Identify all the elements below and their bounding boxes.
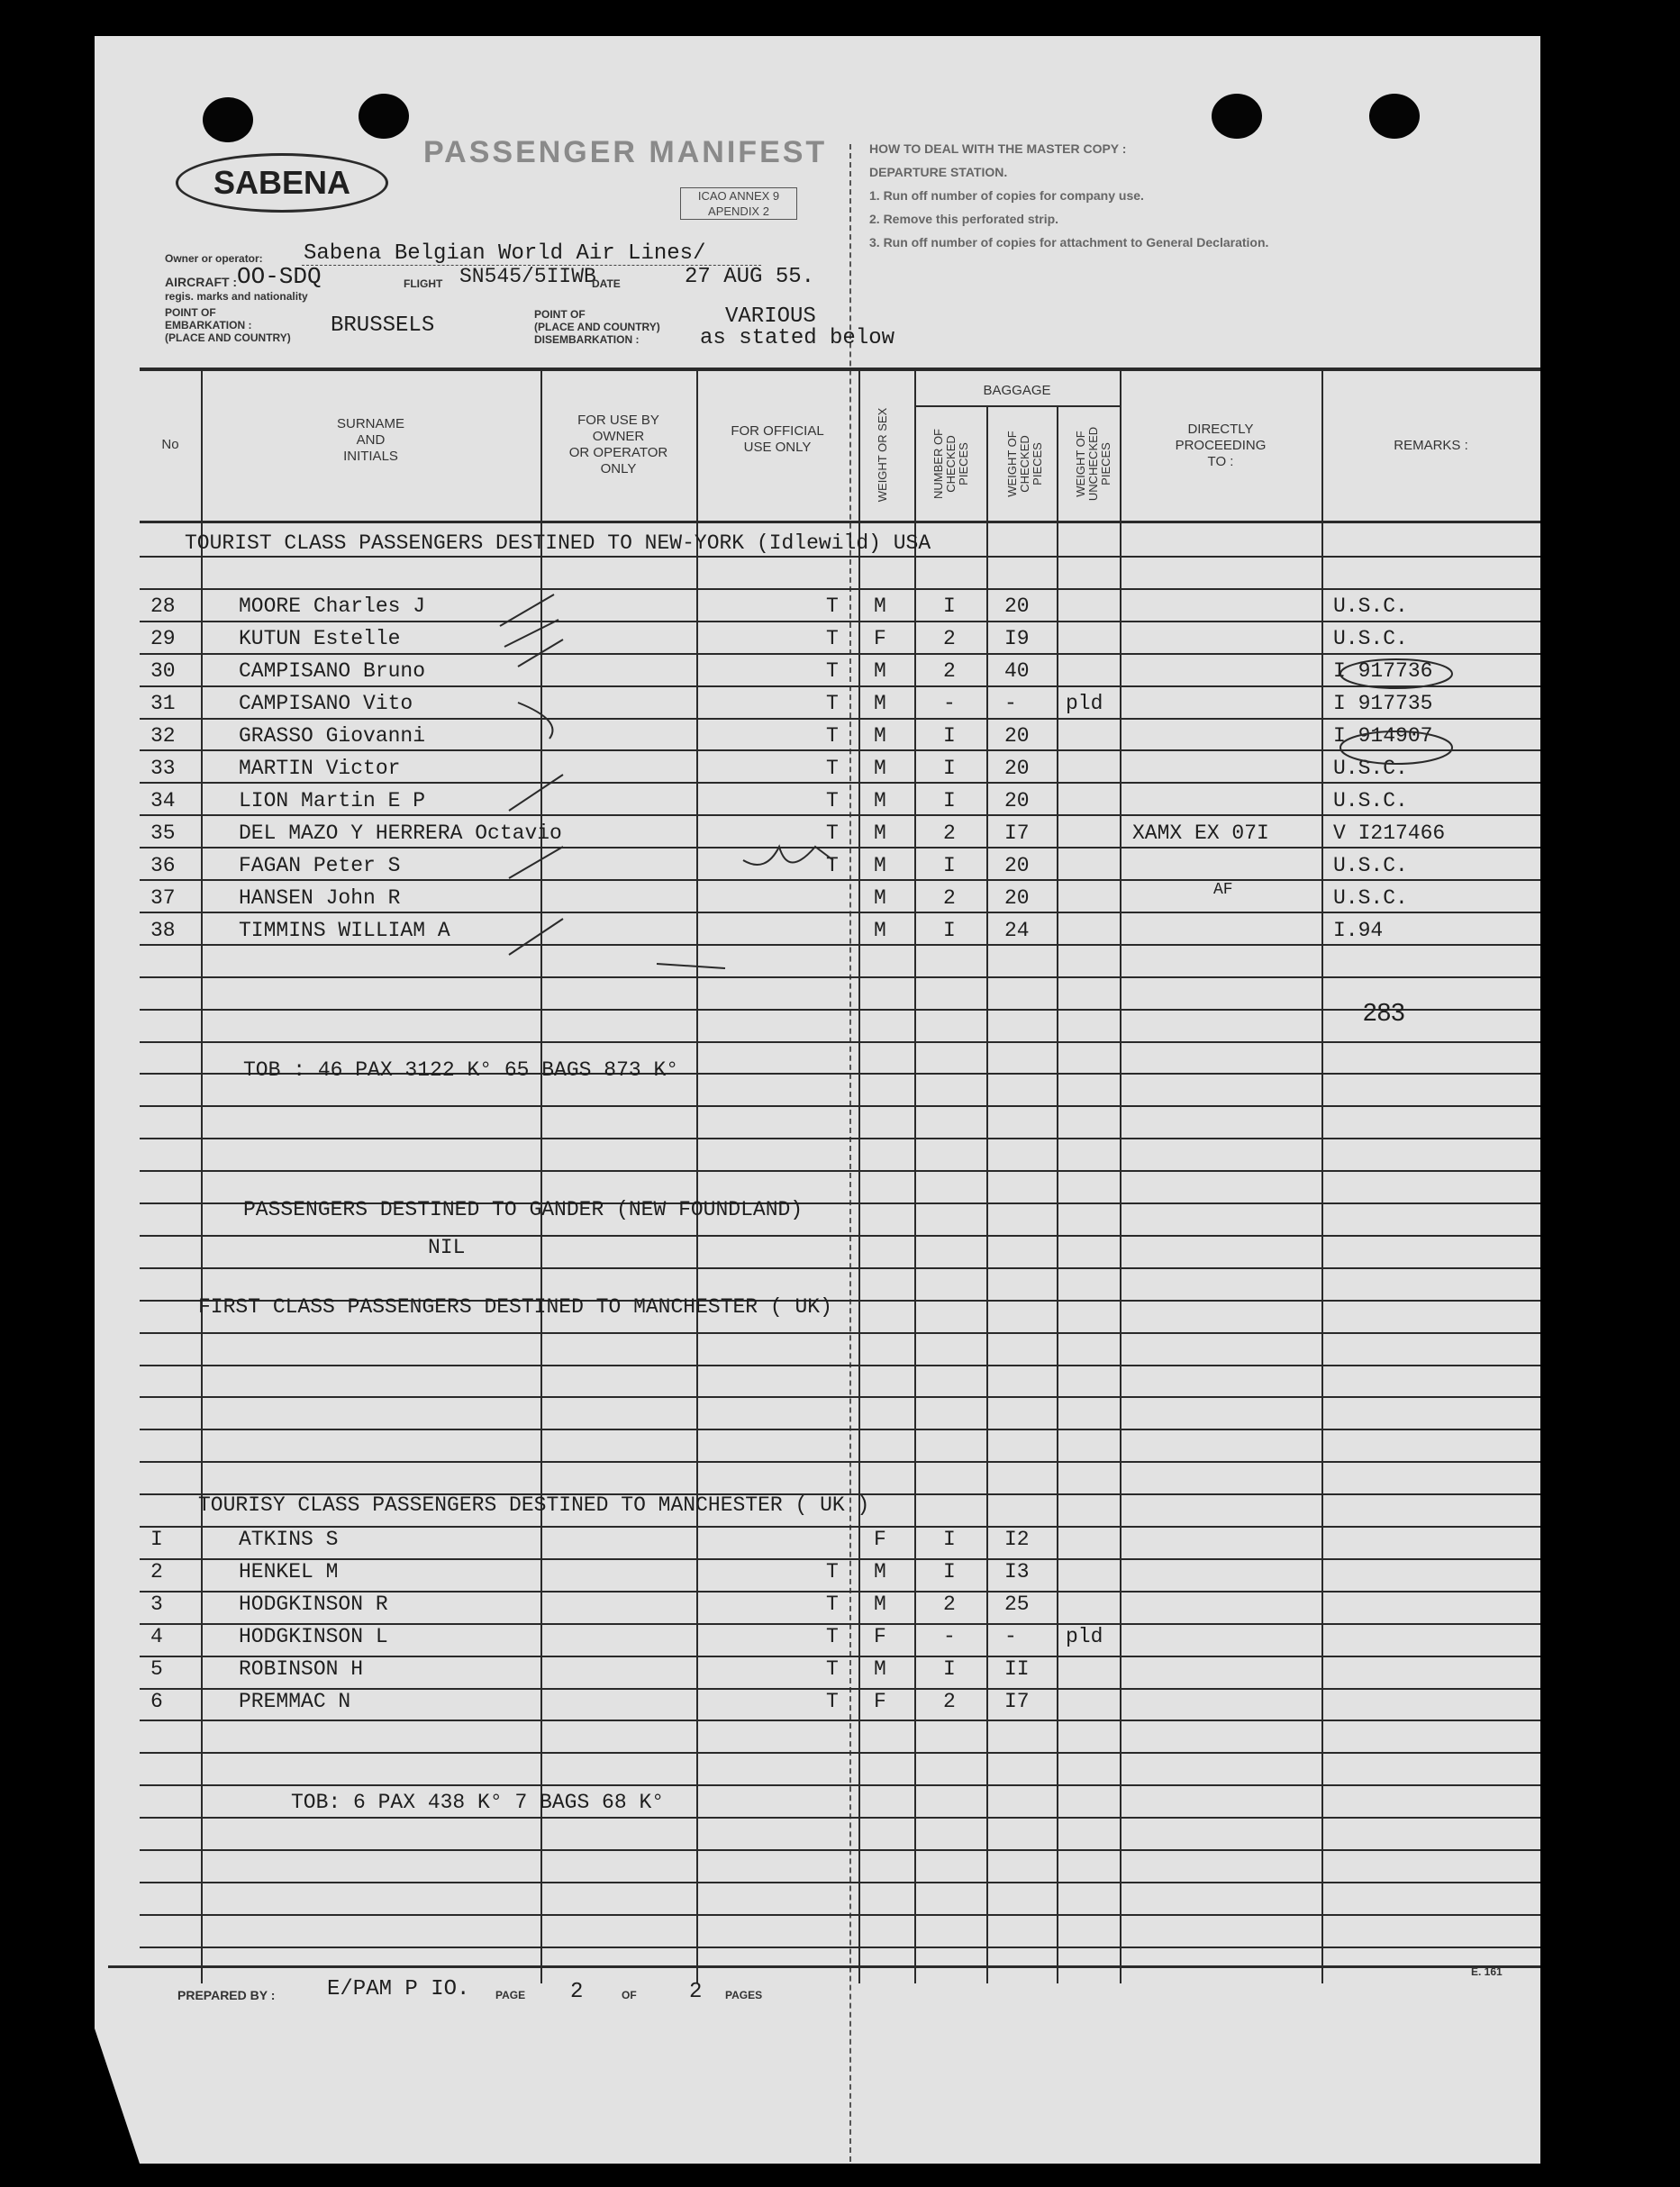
- form-code: E. 161: [1471, 1965, 1503, 1978]
- checked-pieces: 2: [943, 821, 956, 845]
- checked-weight: -: [1004, 1625, 1017, 1648]
- passenger-name: ATKINS S: [239, 1528, 339, 1551]
- prepared-value: E/PAM P IO.: [327, 1977, 470, 2001]
- owner-value: Sabena Belgian World Air Lines/: [304, 241, 706, 266]
- section-total-uk: TOB: 6 PAX 438 K° 7 BAGS 68 K°: [291, 1791, 665, 1814]
- passenger-weight: T: [826, 854, 839, 877]
- checked-weight: 25: [1004, 1593, 1030, 1616]
- passenger-number: 30: [150, 659, 176, 683]
- passenger-name: FAGAN Peter S: [239, 854, 401, 877]
- section-title-new-york: TOURIST CLASS PASSENGERS DESTINED TO NEW-YORK (Idlewild) USA: [185, 531, 931, 555]
- checked-weight: II: [1004, 1657, 1030, 1681]
- passenger-name: CAMPISANO Bruno: [239, 659, 426, 683]
- passenger-weight: T: [826, 1657, 839, 1681]
- passenger-number: 2: [150, 1560, 163, 1584]
- passenger-sex: M: [874, 1593, 886, 1616]
- page-title: PASSENGER MANIFEST: [423, 135, 828, 169]
- passenger-weight: T: [826, 789, 839, 812]
- manifest-page: [95, 36, 1540, 2164]
- instructions-title: HOW TO DEAL WITH THE MASTER COPY :: [869, 141, 1127, 156]
- passenger-number: I: [150, 1528, 163, 1551]
- checked-weight: 20: [1004, 757, 1030, 780]
- passenger-name: TIMMINS WILLIAM A: [239, 919, 450, 942]
- date-label: DATE: [592, 277, 621, 290]
- passenger-weight: T: [826, 627, 839, 650]
- passenger-sex: M: [874, 1560, 886, 1584]
- passenger-sex: M: [874, 919, 886, 942]
- checked-weight: 40: [1004, 659, 1030, 683]
- passenger-sex: M: [874, 821, 886, 845]
- sabena-logo: SABENA: [176, 153, 388, 213]
- remarks: I 917736: [1333, 659, 1433, 683]
- passenger-number: 4: [150, 1625, 163, 1648]
- remarks: I 917735: [1333, 692, 1433, 715]
- passenger-number: 32: [150, 724, 176, 748]
- checked-weight: -: [1004, 692, 1017, 715]
- section-title-first-class: FIRST CLASS PASSENGERS DESTINED TO MANCHESTER ( UK): [198, 1295, 832, 1319]
- remarks: U.S.C.: [1333, 789, 1408, 812]
- checked-weight: I3: [1004, 1560, 1030, 1584]
- unchecked-weight: pld: [1066, 692, 1103, 715]
- unchecked-weight: pld: [1066, 1625, 1103, 1648]
- passenger-sex: M: [874, 692, 886, 715]
- footer-rule: [108, 1965, 1540, 1968]
- passenger-number: 36: [150, 854, 176, 877]
- remarks: U.S.C.: [1333, 627, 1408, 650]
- checked-pieces: -: [943, 692, 956, 715]
- instruction-item: 3. Run off number of copies for attachment to General Declaration.: [869, 235, 1269, 250]
- passenger-weight: T: [826, 692, 839, 715]
- remarks: I.94: [1333, 919, 1384, 942]
- checked-weight: I2: [1004, 1528, 1030, 1551]
- passenger-name: HANSEN John R: [239, 886, 401, 910]
- disembark-label-1: POINT OF: [534, 308, 586, 321]
- passenger-sex: M: [874, 886, 886, 910]
- of-label: OF: [622, 1989, 637, 2001]
- passenger-name: PREMMAC N: [239, 1690, 351, 1713]
- directly-proceeding: XAMX EX 07I: [1132, 821, 1269, 845]
- svg-text:AF: AF: [1213, 881, 1233, 899]
- checked-weight: I7: [1004, 821, 1030, 845]
- passenger-weight: T: [826, 1625, 839, 1648]
- passenger-number: 34: [150, 789, 176, 812]
- disembark-label-2: (PLACE AND COUNTRY): [534, 321, 660, 333]
- passenger-name: KUTUN Estelle: [239, 627, 401, 650]
- col-header-official: FOR OFFICIAL USE ONLY: [731, 423, 824, 455]
- checked-weight: I9: [1004, 627, 1030, 650]
- checked-pieces: I: [943, 724, 956, 748]
- passenger-sex: M: [874, 724, 886, 748]
- remarks: U.S.C.: [1333, 757, 1408, 780]
- section-gander-nil: NIL: [428, 1236, 466, 1259]
- checked-pieces: I: [943, 1657, 956, 1681]
- remarks: V I217466: [1333, 821, 1446, 845]
- remarks: I 914907: [1333, 724, 1433, 748]
- instruction-item: 1. Run off number of copies for company use.: [869, 188, 1144, 203]
- passenger-name: CAMPISANO Vito: [239, 692, 413, 715]
- checked-pieces: I: [943, 854, 956, 877]
- col-header-num-checked: NUMBER OF CHECKED PIECES: [931, 429, 970, 499]
- passenger-name: MOORE Charles J: [239, 594, 426, 618]
- passenger-sex: F: [874, 1528, 886, 1551]
- passenger-number: 35: [150, 821, 176, 845]
- passenger-number: 38: [150, 919, 176, 942]
- col-header-directly: DIRECTLY PROCEEDING TO :: [1175, 422, 1267, 469]
- passenger-number: 6: [150, 1690, 163, 1713]
- checked-weight: I7: [1004, 1690, 1030, 1713]
- checked-pieces: -: [943, 1625, 956, 1648]
- passenger-sex: F: [874, 1690, 886, 1713]
- checked-weight: 20: [1004, 854, 1030, 877]
- annex-line1: ICAO ANNEX 9: [697, 189, 780, 203]
- embark-label-1: POINT OF: [165, 306, 216, 319]
- passenger-number: 31: [150, 692, 176, 715]
- passenger-name: DEL MAZO Y HERRERA Octavio: [239, 821, 562, 845]
- passenger-weight: T: [826, 821, 839, 845]
- col-header-no: No: [161, 437, 179, 452]
- remarks: U.S.C.: [1333, 594, 1408, 618]
- page-number: 2: [570, 1980, 584, 2004]
- checked-weight: 20: [1004, 789, 1030, 812]
- prepared-label: PREPARED BY :: [177, 1988, 276, 2002]
- passenger-weight: T: [826, 757, 839, 780]
- handwritten-check-marks: [95, 36, 1540, 2164]
- passenger-sex: M: [874, 789, 886, 812]
- checked-pieces: I: [943, 757, 956, 780]
- aircraft-value: OO-SDQ: [237, 263, 322, 290]
- section-title-tourist-uk: TOURISY CLASS PASSENGERS DESTINED TO MANCHESTER ( UK ): [198, 1493, 870, 1517]
- passenger-name: MARTIN Victor: [239, 757, 401, 780]
- passenger-weight: T: [826, 594, 839, 618]
- passenger-sex: M: [874, 1657, 886, 1681]
- date-value: 27 AUG 55.: [685, 265, 815, 289]
- col-header-weight-unchecked: WEIGHT OF UNCHECKED PIECES: [1074, 426, 1112, 502]
- checked-pieces: 2: [943, 659, 956, 683]
- flight-value: SN545/5IIWB: [459, 265, 596, 288]
- instructions-sub: DEPARTURE STATION.: [869, 165, 1008, 179]
- checked-weight: 20: [1004, 724, 1030, 748]
- embark-label-3: (PLACE AND COUNTRY): [165, 331, 291, 344]
- aircraft-label: AIRCRAFT :: [165, 275, 238, 289]
- col-header-weight-checked: WEIGHT OF CHECKED PIECES: [1005, 431, 1044, 497]
- passenger-name: GRASSO Giovanni: [239, 724, 426, 748]
- passenger-name: ROBINSON H: [239, 1657, 364, 1681]
- passenger-sex: M: [874, 757, 886, 780]
- passenger-weight: T: [826, 1560, 839, 1584]
- embark-label-2: EMBARKATION :: [165, 319, 252, 331]
- flight-label: FLIGHT: [404, 277, 443, 290]
- pages-label: PAGES: [725, 1989, 763, 2001]
- regis-label: regis. marks and nationality: [165, 290, 308, 303]
- passenger-name: LION Martin E P: [239, 789, 426, 812]
- embark-value: BRUSSELS: [331, 313, 435, 338]
- passenger-sex: F: [874, 1625, 886, 1648]
- remarks: U.S.C.: [1333, 854, 1408, 877]
- col-header-surname: SURNAME AND INITIALS: [336, 416, 404, 464]
- passenger-weight: T: [826, 1593, 839, 1616]
- instruction-item: 2. Remove this perforated strip.: [869, 212, 1059, 226]
- passenger-name: HODGKINSON L: [239, 1625, 388, 1648]
- remark-283: 283: [1363, 998, 1405, 1026]
- passenger-number: 33: [150, 757, 176, 780]
- passenger-number: 37: [150, 886, 176, 910]
- checked-pieces: 2: [943, 1690, 956, 1713]
- disembark-value-2: as stated below: [700, 326, 895, 350]
- passenger-weight: T: [826, 724, 839, 748]
- col-header-weight-sex: WEIGHT OR SEX: [876, 407, 889, 503]
- checked-pieces: 2: [943, 1593, 956, 1616]
- passenger-weight: T: [826, 1690, 839, 1713]
- checked-pieces: I: [943, 594, 956, 618]
- checked-pieces: 2: [943, 627, 956, 650]
- checked-pieces: I: [943, 1528, 956, 1551]
- passenger-number: 29: [150, 627, 176, 650]
- passenger-name: HENKEL M: [239, 1560, 339, 1584]
- annex-line2: APENDIX 2: [708, 204, 769, 218]
- passenger-sex: M: [874, 659, 886, 683]
- col-header-remarks: REMARKS :: [1394, 438, 1468, 453]
- disembark-value-1: VARIOUS: [725, 304, 816, 329]
- checked-pieces: I: [943, 919, 956, 942]
- page-label: PAGE: [495, 1989, 526, 2001]
- passenger-number: 28: [150, 594, 176, 618]
- passenger-sex: M: [874, 594, 886, 618]
- passenger-sex: M: [874, 854, 886, 877]
- checked-weight: 20: [1004, 886, 1030, 910]
- owner-label: Owner or operator:: [165, 252, 263, 265]
- passenger-number: 5: [150, 1657, 163, 1681]
- col-header-baggage: BAGGAGE: [983, 383, 1051, 398]
- section-total-new-york: TOB : 46 PAX 3122 K° 65 BAGS 873 K°: [243, 1058, 679, 1082]
- col-header-owner-use: FOR USE BY OWNER OR OPERATOR ONLY: [568, 413, 668, 476]
- checked-pieces: I: [943, 789, 956, 812]
- section-title-gander: PASSENGERS DESTINED TO GANDER (NEW FOUNDLAND): [243, 1198, 804, 1221]
- checked-weight: 24: [1004, 919, 1030, 942]
- disembark-label-3: DISEMBARKATION :: [534, 333, 640, 346]
- passenger-weight: T: [826, 659, 839, 683]
- passenger-name: HODGKINSON R: [239, 1593, 388, 1616]
- checked-pieces: 2: [943, 886, 956, 910]
- checked-pieces: I: [943, 1560, 956, 1584]
- page-count: 2: [689, 1980, 703, 2004]
- remarks: U.S.C.: [1333, 886, 1408, 910]
- passenger-number: 3: [150, 1593, 163, 1616]
- checked-weight: 20: [1004, 594, 1030, 618]
- passenger-sex: F: [874, 627, 886, 650]
